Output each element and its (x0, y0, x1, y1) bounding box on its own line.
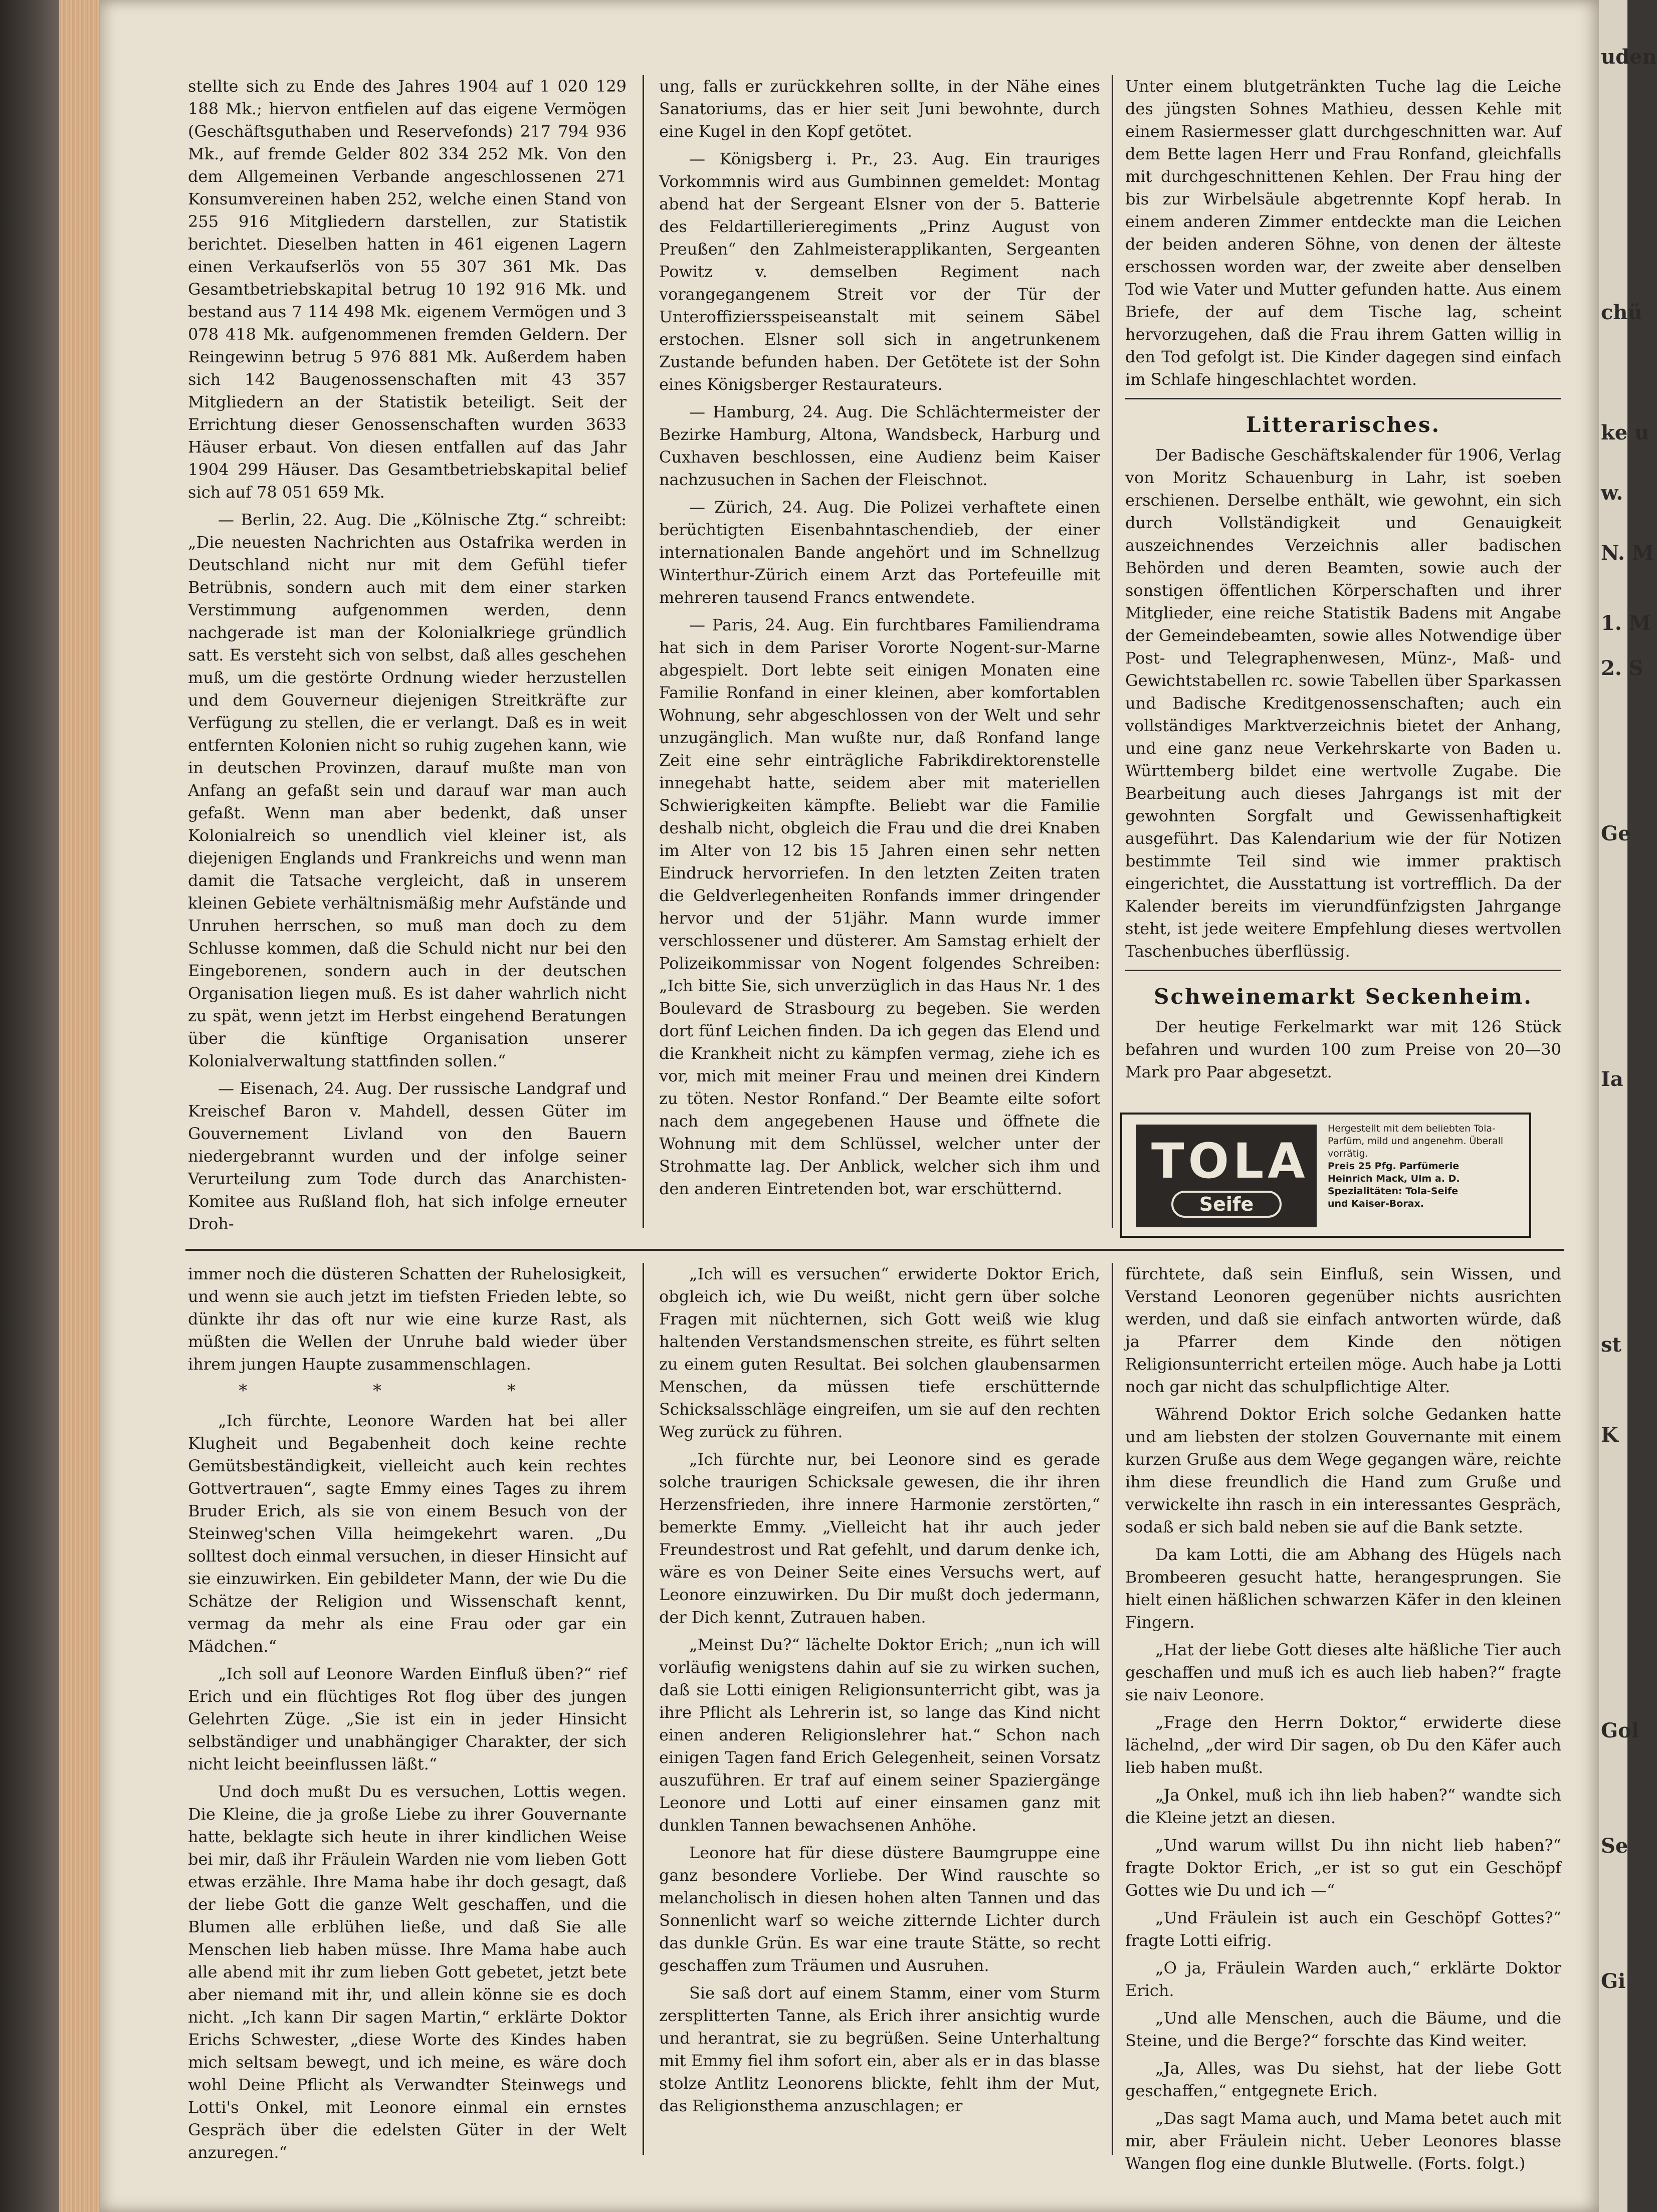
ad-line: Heinrich Mack, Ulm a. D. (1328, 1173, 1460, 1184)
story-paragraph: „Ja, Alles, was Du siehst, hat der liebe Gott geschaffen,“ entgegnete Erich. (1125, 2059, 1561, 2100)
page-stack-edge (59, 0, 100, 2212)
book-edge (0, 0, 59, 2212)
ad-line: Spezialitäten: Tola-Seife (1328, 1186, 1459, 1197)
column-rule (643, 1263, 644, 2155)
newspaper-page (100, 0, 1599, 2212)
article-geschaeftskalender: Der Badische Geschäftskalender für 1906, Verlag von Moritz Schauenburg in Lahr, ist soeben erschienen. Derselbe enthält, wie gewohnt, ein sich durch Vollständigkeit und Genauigkeit auszeichnendes Verzeichnis aller badischen Behörden und deren Beamten, sowie auch der sonstigen öffentlichen Körperschaften und ihrer Mitglieder, eine reiche Statistik Badens mit Angabe der Gemeindebeamten, sowie alles Notwendige über Post- und Telegraphenwesen, Münz-, Maß- und Gewichtstabellen rc. sowie Tabellen über Sparkassen und Badische Kreditgenossenschaften; auch ein vollständiges Marktverzeichnis bietet der Anhang, und eine ganz neue Verkehrskarte von Baden u. Württemberg bildet eine wertvolle Zugabe. Die Bearbeitung auch dieses Jahrgangs ist mit der gewohnten Sorgfalt und Gewissenhaftigkeit ausgeführt. Das Kalendarium wie der für Notizen bestimmte Teil sind wie immer praktisch eingerichtet, die Ausstattung ist vortrefflich. Da der Kalender bereits im vierundfünfzigsten Jahrgange steht, ist jede weitere Empfehlung dieses wertvollen Taschenbuches überflüssig. (1125, 446, 1561, 961)
story-paragraph: „Und alle Menschen, auch die Bäume, und die Steine, und die Berge?“ forschte das Kind weiter. (1125, 2009, 1561, 2050)
heading-schweinemarkt: Schweinemarkt Seckenheim. (1154, 984, 1533, 1009)
ad-line: Preis 25 Pfg. Parfümerie (1328, 1161, 1460, 1172)
story-paragraph: Da kam Lotti, die am Abhang des Hügels nach Brombeeren gesucht hatte, herangesprungen. Sie hielt einen häßlichen schwarzen Käfer in den kleinen Fingern. (1125, 1545, 1561, 1632)
story-paragraph: Leonore hat für diese düstere Baumgruppe eine ganz besondere Vorliebe. Der Wind rauschte so melancholisch in diesen hohen alten Tannen und das Sonnenlicht warf so weiche zitternde Lichter durch das dunkle Grün. Es war eine traute Stätte, so recht geschaffen zum Träumen und Ausruhen. (659, 1843, 1100, 1975)
story-paragraph: fürchtete, daß sein Einfluß, sein Wissen, und Verstand Leonoren gegenüber nichts ausrichten werden, und daß sie einfach antworten würde, daß ja Pfarrer dem Kinde den nötigen Religionsunterricht erteilen möge. Auch habe ja Lotti noch gar nicht das schulpflichtige Alter. (1125, 1264, 1561, 1396)
story-paragraph: „Und warum willst Du ihn nicht lieb haben?“ fragte Doktor Erich, „er ist so gut ein Geschöpf Gottes wie Du und ich —“ (1125, 1836, 1561, 1900)
story-paragraph: Während Doktor Erich solche Gedanken hatte und am liebsten der stolzen Gouvernante mit einem kurzen Gruße aus dem Wege gegangen wäre, reichte ihm diese freundlich die Hand zum Gruße und verwickelte ihn rasch in ein interessantes Gespräch, sodaß er sich bald neben sie auf die Bank setzte. (1125, 1405, 1561, 1536)
ad-copy (1328, 1123, 1523, 1210)
section-rule (1125, 970, 1561, 971)
adjacent-fragment: K (1601, 1423, 1618, 1447)
adjacent-fragment: ke u (1601, 421, 1649, 445)
column-rule (1112, 1263, 1113, 2155)
adjacent-fragment: Gi (1601, 1969, 1626, 1993)
story-paragraph: „Ich fürchte, Leonore Warden hat bei aller Klugheit und Begabenheit doch keine rechte Gemütsbeständigkeit, vielleicht auch kein rechtes Gottvertrauen“, sagte Emmy eines Tages zu ihrem Bruder Erich, als sie von einem Besuch von der Steinweg'schen Villa heimgekehrt waren. „Du solltest doch einmal versuchen, in dieser Hinsicht auf sie einzuwirken. Ein gebildeter Mann, der wie Du die Schätze der Religion und Wissenschaft kennt, vermag da mehr als eine Frau oder gar ein Mädchen.“ (188, 1411, 627, 1656)
adjacent-fragment: Se (1601, 1834, 1628, 1858)
story-paragraph: „O ja, Fräulein Warden auch,“ erklärte Doktor Erich. (1125, 1958, 1561, 2000)
article-statistics-end: stellte sich zu Ende des Jahres 1904 auf 1 020 129 188 Mk.; hiervon entfielen auf das eigene Vermögen (Geschäftsguthaben und Reservefonds) 217 794 936 Mk., auf fremde Gelder 802 334 252 Mk. Von den dem Allgemeinen Verbande angeschlossenen 271 Konsumvereinen haben 252, welche einen Stand von 255 916 Mitgliedern darstellen, zur Statistik berichtet. Dieselben hatten in 461 eigenen Lagern einen Verkaufserlös von 55 307 361 Mk. Das Gesamtbetriebskapital betrug 10 192 916 Mk. und bestand aus 7 114 498 Mk. eigenem Vermögen und 3 078 418 Mk. aufgenommenen fremden Geldern. Der Reingewinn betrug 5 976 881 Mk. Außerdem haben sich 142 Baugenossenschaften mit 43 357 Mitgliedern an der Statistik beteiligt. Seit der Errichtung dieser Genossenschaften wurden 3633 Häuser erbaut. Von diesen entfallen auf das Jahr 1904 299 Häuser. Das Gesamtbetriebskapital belief sich auf 78 051 659 Mk. (188, 77, 627, 502)
lower-column-1 (188, 1263, 627, 2169)
article-paris-continued: Unter einem blutgetränkten Tuche lag die Leiche des jüngsten Sohnes Mathieu, dessen Kehle mit einem Rasiermesser glatt durchgeschnitten war. Auf dem Bette lagen Herr und Frau Ronfand, gleichfalls mit durchgeschnittenen Kehlen. Der Frau hing der bis zur Wirbelsäule abgetrennte Kopf herab. In einem anderen Zimmer entdeckte man die Leichen der beiden anderen Söhne, von denen der älteste erschossen worden war, der zweite aber denselben Tod wie Vater und Mutter gefunden hatte. Aus einem Briefe, der auf dem Tische lag, scheint hervorzugehen, daß die Frau ihrem Gatten willig in den Tod gefolgt ist. Die Kinder dagegen sind einfach im Schlafe hingeschlachtet worden. (1125, 77, 1561, 389)
adjacent-fragment: st (1601, 1333, 1621, 1357)
column-rule (643, 75, 644, 1228)
section-rule (1125, 398, 1561, 399)
article-koenigsberg: — Königsberg i. Pr., 23. Aug. Ein trauriges Vorkommnis wird aus Gumbinnen gemeldet: Montag abend hat der Sergeant Elsner von der 5. Batterie des Feldartillerieregiments „Prinz August von Preußen“ den Zahlmeisterapplikanten, Sergeanten Powitz v. demselben Regiment nach vorangegangenem Streit vor der Tür der Unteroffiziersspeiseanstalt mit seinem Säbel erstochen. Elsner soll sich in angetrunkenem Zustande befunden haben. Der Getötete ist der Sohn eines Königsberger Restaurateurs. (659, 149, 1100, 394)
article-paris: — Paris, 24. Aug. Ein furchtbares Familiendrama hat sich in dem Pariser Vororte Nogent-sur-Marne abgespielt. Dort lebte seit einigen Monaten eine Familie Ronfand in einer kleinen, aber komfortablen Wohnung, sehr abgeschlossen von der Welt und sehr unzugänglich. Man wußte nur, daß Ronfand lange Zeit eine sehr einträgliche Fabrikdirektorenstelle innegehabt hatte, seidem aber mit materiellen Schwierigkeiten kämpfte. Beliebt war die Familie deshalb nicht, obgleich die Frau und die drei Knaben im Alter von 12 bis 15 Jahren einen sehr netten Eindruck hervorriefen. In den letzten Zeiten traten die Geldverlegenheiten Ronfands immer dringender hervor und der 51jähr. Mann wurde immer verschlossener und düsterer. Am Samstag erhielt der Polizeikommissar von Nogent folgendes Schreiben: „Ich bitte Sie, sich unverzüglich in das Haus Nr. 1 des Boulevard de Strasbourg zu begeben. Sie werden dort fünf Leichen finden. Da ich gegen das Elend und die Krankheit nicht zu kämpfen vermag, ziehe ich es vor, mich mit meiner Frau und meinen drei Kindern zu töten. Nestor Ronfand.“ Der Beamte eilte sofort nach dem angegebenen Hause und öffnete die Wohnung mit dem Schlüssel, welcher unter der Strohmatte lag. Der Anblick, welcher sich ihm und den anderen Eintretenden bot, war erschütternd. (659, 615, 1100, 1198)
story-paragraph: „Ja Onkel, muß ich ihn lieb haben?“ wandte sich die Kleine jetzt an diesen. (1125, 1786, 1561, 1827)
article-zuerich: — Zürich, 24. Aug. Die Polizei verhaftete einen berüchtigten Eisenbahntaschendieb, der einer internationalen Bande angehört und im Schnellzug Winterthur-Zürich einem Arzt das Portefeuille mit mehreren tausend Francs entwendete. (659, 498, 1100, 607)
upper-column-3 (1125, 75, 1561, 1088)
adjacent-fragment: chü (1601, 301, 1642, 324)
heading-litterarisches: Litterarisches. (1246, 412, 1441, 437)
upper-column-2 (659, 75, 1100, 1205)
article-eisenach-continued: ung, falls er zurückkehren sollte, in der Nähe eines Sanatoriums, das er hier seit Juni bewohnte, durch eine Kugel in den Kopf getötet. (659, 77, 1100, 141)
tola-soap-advertisement (1120, 1113, 1531, 1238)
adjacent-fragment: N. M (1601, 541, 1654, 565)
story-paragraph: Und doch mußt Du es versuchen, Lottis wegen. Die Kleine, die ja große Liebe zu ihrer Gouvernante hatte, beklagte sich heute in ihrer kindlichen Weise bei mir, daß ihr Fräulein Warden nie vom lieben Gott etwas erzähle. Ihre Mama habe ihr doch gesagt, daß der liebe Gott die ganze Welt geschaffen, und die Blumen alle erblühen ließe, und daß Sie alle Menschen lieb haben müsse. Ihre Mama habe auch alle abend mit ihr zum lieben Gott gebetet, jetzt bete aber niemand mit ihr, und allein könne sie es doch nicht. „Ich kann Dir sagen Martin,“ erklärte Doktor Erichs Schwester, „diese Worte des Kindes haben mich seltsam bewegt, und ich meine, es wäre doch wohl Deine Pflicht als Verwandter Steinwegs und Lotti's Onkel, mit Leonore einmal ein ernstes Gespräch über die edelsten Güter in der Welt anzuregen.“ (188, 1782, 627, 2162)
lower-column-2 (659, 1263, 1100, 2122)
tola-logo (1136, 1125, 1317, 1227)
ad-line: und Kaiser-Borax. (1328, 1198, 1424, 1209)
adjacent-page-strip (1599, 0, 1657, 2212)
section-stars: * * * (239, 1381, 576, 1401)
story-paragraph: „Meinst Du?“ lächelte Doktor Erich; „nun ich will vorläufig wenigstens dahin auf sie zu wirken suchen, daß sie Lotti einigen Religionsunterricht gibt, was ja ihre Pflicht als Lehrerin ist, so lange das Kind nicht einen anderen Religionslehrer hat.“ Schon nach einigen Tagen fand Erich Gelegenheit, seinen Vorsatz auszuführen. Er traf auf einem seiner Spaziergänge Leonore und Lotti auf einer einsamen ganz mit dunklen Tannen bewachsenen Anhöhe. (659, 1635, 1100, 1835)
story-paragraph: „Frage den Herrn Doktor,“ erwiderte diese lächelnd, „der wird Dir sagen, ob Du den Käfer auch lieb haben mußt. (1125, 1713, 1561, 1777)
lower-column-3 (1125, 1263, 1561, 2180)
adjacent-fragment: 2. S (1601, 656, 1643, 680)
ad-brand: TOLA (1151, 1133, 1309, 1189)
story-paragraph: Sie saß dort auf einem Stamm, einer vom Sturm zersplitterten Tanne, als Erich ihrer ansichtig wurde und herantrat, sie zu begrüßen. Seine Unterhaltung mit Emmy fiel ihm sofort ein, aber als er in das blasse stolze Antlitz Leonorens blickte, fehlt ihm der Mut, das Religionsthema anzuschlagen; er (659, 1983, 1100, 2115)
story-paragraph: „Und Fräulein ist auch ein Geschöpf Gottes?“ fragte Lotti eifrig. (1125, 1908, 1561, 1950)
story-paragraph: „Ich fürchte nur, bei Leonore sind es gerade solche traurigen Schicksale gewesen, die ihr ihren Herzensfrieden, ihre innere Harmonie zerstörten,“ bemerkte Emmy. „Vielleicht hat ihr auch jeder Freundestrost und Rat gefehlt, und darum denke ich, wäre es von Deiner Seite eines Versuchs wert, auf Leonore einzuwirken. Du Dir mußt doch jedermann, der Dich kennt, Zutrauen haben. (659, 1450, 1100, 1627)
adjacent-fragment: w. (1601, 481, 1623, 505)
adjacent-fragment: Gol (1601, 1719, 1639, 1742)
adjacent-fragment: 1. M (1601, 611, 1651, 635)
story-paragraph: „Das sagt Mama auch, und Mama betet auch mit mir, aber Fräulein nicht. Ueber Leonores blasse Wangen flog eine dunkle Blutwelle. (Forts. folgt.) (1125, 2109, 1561, 2173)
story-paragraph: „Ich will es versuchen“ erwiderte Doktor Erich, obgleich ich, wie Du weißt, nicht gern über solche Fragen mit nüchternen, sich Gott weiß wie klug haltenden Verstandsmenschen streite, es führt selten zu einem guten Resultat. Bei solchen glaubensarmen Menschen, da müssen tiefe erschütternde Schicksalsschläge eingreifen, um sie auf den rechten Weg zurück zu führen. (659, 1264, 1100, 1441)
adjacent-fragment: uden (1601, 45, 1657, 69)
ad-product: Seife (1171, 1191, 1282, 1218)
article-hamburg: — Hamburg, 24. Aug. Die Schlächtermeister der Bezirke Hamburg, Altona, Wandsbeck, Harburg und Cuxhaven beschlossen, eine Audienz beim Kaiser nachzusuchen in Sachen der Fleischnot. (659, 402, 1100, 489)
story-paragraph: „Hat der liebe Gott dieses alte häßliche Tier auch geschaffen und muß ich es auch lieb haben?“ fragte sie naiv Leonore. (1125, 1640, 1561, 1704)
column-rule (1112, 75, 1113, 1228)
story-paragraph: „Ich soll auf Leonore Warden Einfluß üben?“ rief Erich und ein flüchtiges Rot flog über des jungen Gelehrten Züge. „Sie ist ein in jeder Hinsicht selbständiger und unabhängiger Charakter, der sich nicht leicht beeinflussen läßt.“ (188, 1664, 627, 1774)
adjacent-fragment: Ge (1601, 822, 1631, 845)
article-eisenach: — Eisenach, 24. Aug. Der russische Landgraf und Kreischef Baron v. Mahdell, dessen Güter im Gouvernement Livland von den Bauern niedergebrannt wurden und der infolge seiner Verurteilung zum Tode durch das Anarchisten-Komitee aus Rußland floh, hat sich infolge erneuter Droh- (188, 1079, 627, 1233)
article-berlin: — Berlin, 22. Aug. Die „Kölnische Ztg.“ schreibt: „Die neuesten Nachrichten aus Ostafrika werden in Deutschland nicht nur mit dem Gefühl tiefer Betrübnis, sondern auch mit dem einer starken Verstimmung aufgenommen werden, denn nachgerade ist man der Kolonialkriege gründlich satt. Es versteht sich von selbst, daß alles geschehen muß, um die gestörte Ordnung wieder herzustellen und dem Gouverneur diejenigen Streitkräfte zur Verfügung zu stellen, die er verlangt. Daß es in weit entfernten Kolonien nicht so ruhig zugehen kann, wie in deutschen Provinzen, darauf mußte man von Anfang an gefaßt sein und darauf war man auch gefaßt. Wenn man aber bedenkt, daß unser Kolonialreich so unendlich viel kleiner ist, als diejenigen Englands und Frankreichs und wenn man damit die Tatsache vergleicht, daß in unserem kleinen Gebiete verhältnismäßig mehr Aufstände und Unruhen herrschen, so muß man doch zu dem Schlusse kommen, daß die Schuld nicht nur bei den Eingeborenen, sondern auch in der deutschen Organisation liegen muß. Es ist daher wahrlich nicht zu spät, wenn jetzt im Herbst eingehend Beratungen über die künftige Organisation unserer Kolonialverwaltung stattfinden sollen.“ (188, 510, 627, 1070)
upper-column-1 (188, 75, 627, 1240)
ad-line: Hergestellt mit dem beliebten Tola-Parfüm, mild und angenehm. Überall vorrätig. (1328, 1123, 1504, 1159)
adjacent-fragment: Ia (1601, 1067, 1623, 1091)
feuilleton-divider (185, 1249, 1564, 1251)
article-ferkelmarkt: Der heutige Ferkelmarkt war mit 126 Stück befahren und wurden 100 zum Preise von 20—30 Mark pro Paar abgesetzt. (1125, 1017, 1561, 1081)
story-paragraph: immer noch die düsteren Schatten der Ruhelosigkeit, und wenn sie auch jetzt im tiefsten Frieden lebte, so dünkte ihr das oft nur wie eine kurze Rast, als müßten die Wellen der Unruhe bald wieder über ihrem jungen Haupte zusammenschlagen. (188, 1264, 627, 1374)
